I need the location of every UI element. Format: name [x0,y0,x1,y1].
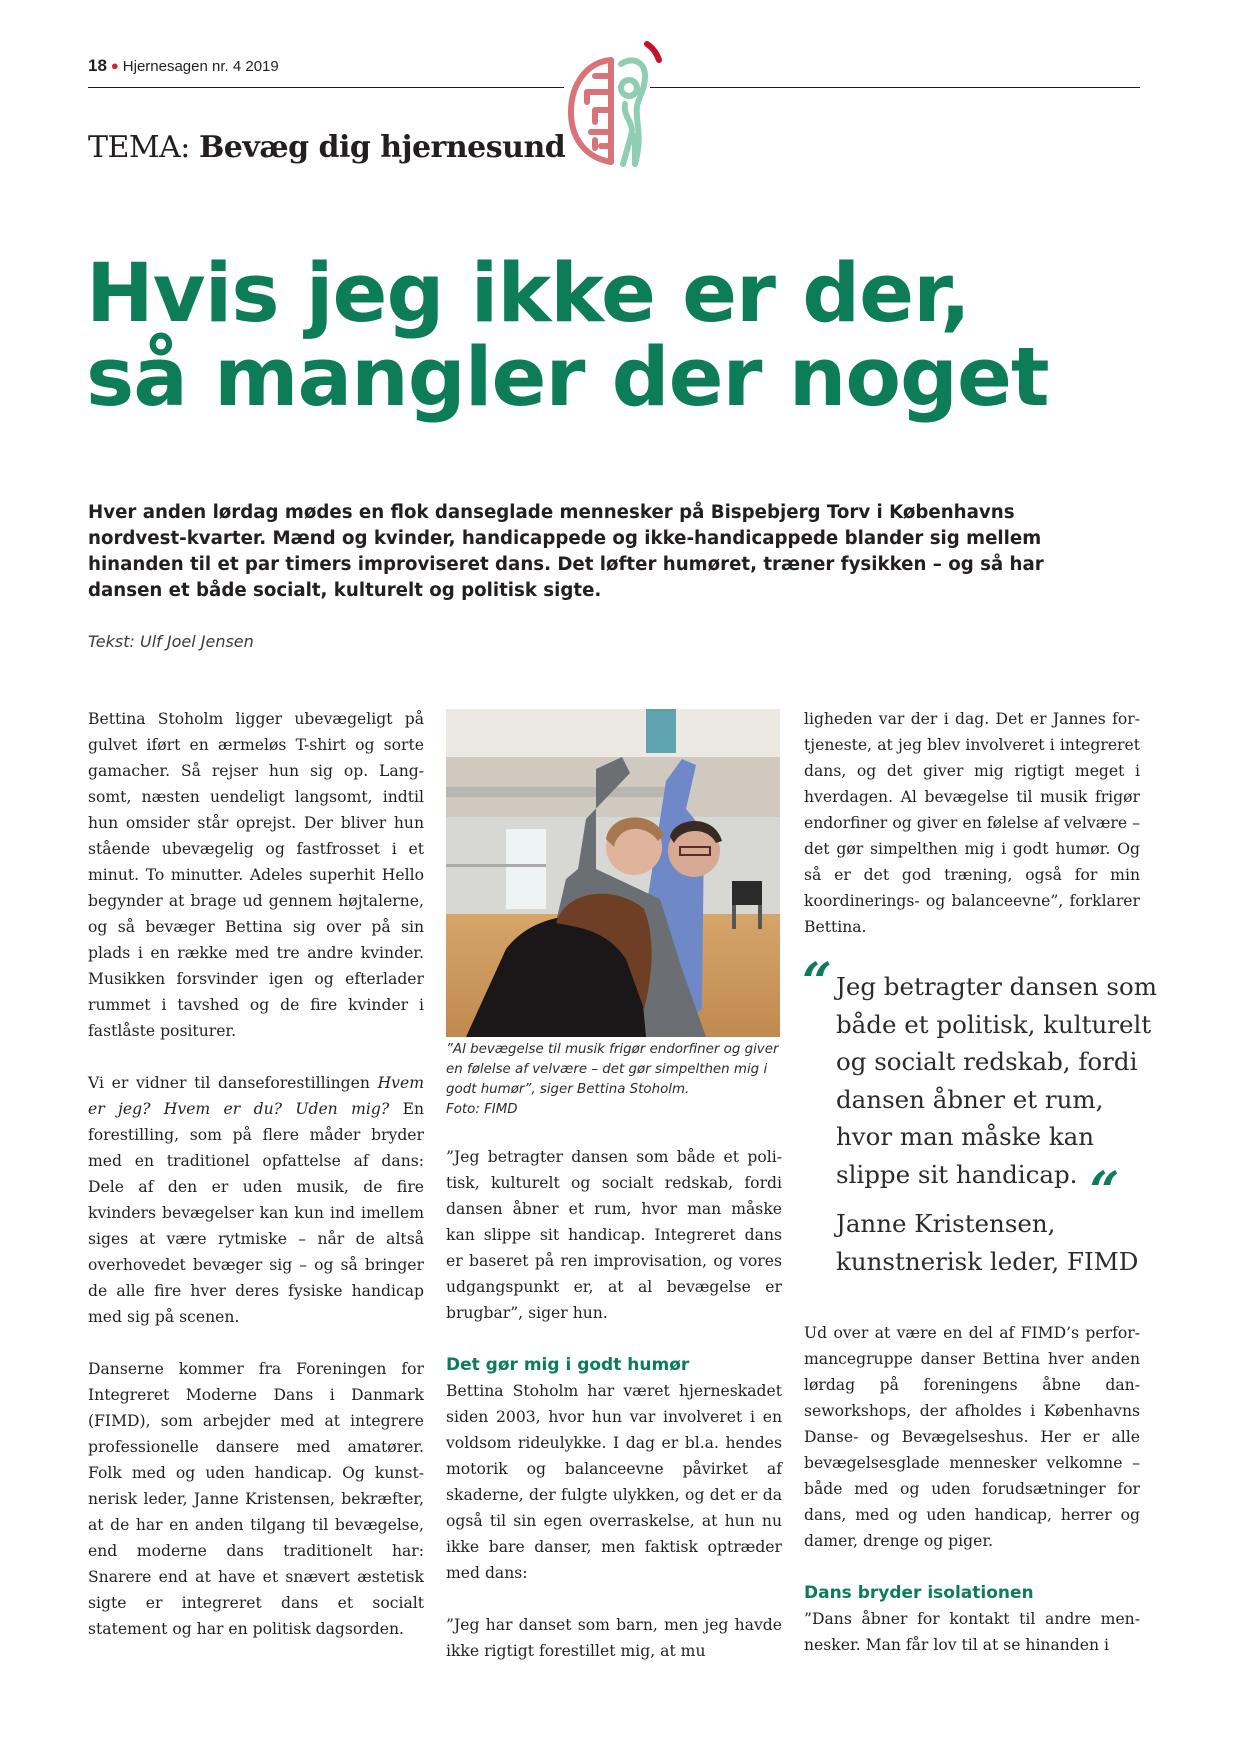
theme-label: TEMA: [88,130,190,165]
paragraph: ”Dans åbner for kontakt til andre mennesker. Man får lov til at se hinanden i [804,1610,1140,1654]
bullet-dot-icon: ● [110,58,119,73]
pull-quote-body: Jeg betragter dansen som både et politisk, kulturelt og socialt redskab, fordi dansen åbner et rum, hvor man måske kan slippe sit handicap. [836,972,1157,1189]
paragraph-text: En forestilling, som på flere måder bryder med en traditionel opfattelse af dans: Dele af den er uden musik, de fire kvinders bevægelser kan kun ind imellem siges at være rytmiske – når de altså overhovedet bevæger sig – og så bringer de alle fire hver deres fysiske handicap med sig på scenen. [88,1100,424,1326]
column-2 [446,1144,782,1690]
header-rule-left [88,87,564,88]
photo-credit: Foto: FIMD [446,1102,518,1117]
paragraph: ”Jeg betragter dansen som både et politisk, kulturelt og socialt redskab, fordi dansen åbner et rum, hvor man måske kan slippe sit handicap. Integreret dans er baseret på ren improvisation, og vores udgangspunkt er, at al bevægelse er brugbar”, siger hun. [446,1148,782,1322]
theme-heading [88,130,565,165]
close-quote-icon: “ [1089,1161,1120,1222]
paragraph-text: Vi er vidner til danseforestillingen [88,1074,370,1092]
logo-accent [647,44,659,60]
column-3-continued [804,1320,1140,1684]
column-3 [804,706,1140,966]
header-rule-right [650,87,1140,88]
paragraph: Bettina Stoholm ligger ubevægeligt på gulvet iført en ærmeløs T-shirt og sorte gamacher. Så rejser hun sig op. Langsomt, næsten uendeligt langsomt, indtil hun omsider står oprejst. Der bliver hun stående ubevægelig og fastfrosset i et minut. To minutter. Adeles superhit Hello begynder at brage ud gennem højtalerne, og så bevæger Bettina sig over på sin plads i en række med tre andre kvinder. Musikken forsvinder igen og efterlader rummet i tavshed og de fire kvinder i fastlåste positurer. [88,710,424,1040]
column-1 [88,706,424,1668]
attribution-role: kunstnerisk leder, FIMD [836,1246,1139,1276]
paragraph: ligheden var der i dag. Det er Jannes fortjeneste, at jeg blev involveret i integreret dans, og det giver mig rigtigt meget i hverdagen. Al bevægelse til musik frigør endorfiner og giver en følelse af velvære – det gør simpelthen mig i godt humør. Og så er det god træning, også for min koordinerings- og balanceevne”, forklarer Bettina. [804,710,1140,936]
paragraph: Bettina Stoholm har været hjerneskadet siden 2003, hvor hun var involveret i en voldsom rideulykke. I dag er bl.a. hendes motorik og balanceevne påvirket af skaderne, der fulgte ulykken, og det er da også til sin egen overraskelse, at hun nu ikke bare danser, men faktisk optræder med dans: [446,1382,782,1582]
page-folio [88,56,279,76]
theme-title: Bevæg dig hjernesund [198,130,566,165]
pull-quote [802,952,1164,1280]
attribution-name: Janne Kristensen, [836,1209,1056,1238]
performance-title: Hvem er jeg? Hvem er du? Uden mig? [88,1074,424,1118]
dance-photo [446,709,780,1037]
dancers-image-icon [446,709,780,1037]
publication-name: Hjernesagen nr. 4 2019 [122,58,279,75]
page-number: 18 [88,56,107,75]
article-byline: Tekst: Ulf Joel Jensen [88,632,254,651]
headline-line-1: Hvis jeg ikke er der, [86,247,970,341]
paragraph: Danserne kommer fra Foreningen for Integreret Moderne Dans i Danmark (FIMD), som arbejder med at integrere professionelle dansere med amatører. Folk med og uden handicap. Og kunstnerisk leder, Janne Kristensen, bekræfter, at de har en anden tilgang til bevægelse, end moderne dans traditionelt har: Snarere end at have et snævert æstetisk sigte er integreret dans et socialt statement og har en politisk dagsorden. [88,1360,424,1638]
photo-caption [446,1040,786,1120]
pull-quote-text [802,952,1164,1222]
caption-text: ”Al bevægelse til musik frigør endorfiner og giver en følelse af velvære – det gør simpelthen mig i godt humør”, siger Bettina Stoholm. [446,1042,779,1097]
open-quote-icon: “ [802,952,832,1013]
article-headline [86,247,1186,425]
brain-figure-logo-icon [565,40,665,168]
headline-line-2: så mangler der noget [86,331,1049,425]
subheading: Det gør mig i godt humør [446,1355,690,1375]
paragraph: Ud over at være en del af FIMD’s performancegruppe danser Bettina hver anden lørdag på foreningens åbne danseworkshops, der afholdes i Københavns Danse- og Bevægelseshus. Her er alle bevægelsesglade mennesker velkomne – både med og uden forudsætninger for dans, med og uden handicap, herrer og damer, drenge og piger. [804,1324,1140,1550]
article-lead: Hver anden lørdag mødes en flok danseglade mennesker på Bispebjerg Torv i Københavns nordvest-kvarter. Mænd og kvinder, handicappede og ikke-handicappede blander sig mellem hinanden til et par timers improviseret dans. Det løfter humøret, træner fysikken – og så har dansen et både socialt, kulturelt og politisk sigte. [88,502,1044,601]
paragraph: ”Jeg har danset som barn, men jeg havde ikke rigtigt forestillet mig, at mu [446,1616,782,1660]
paragraph [88,1070,424,1330]
subheading: Dans bryder isolationen [804,1583,1034,1603]
